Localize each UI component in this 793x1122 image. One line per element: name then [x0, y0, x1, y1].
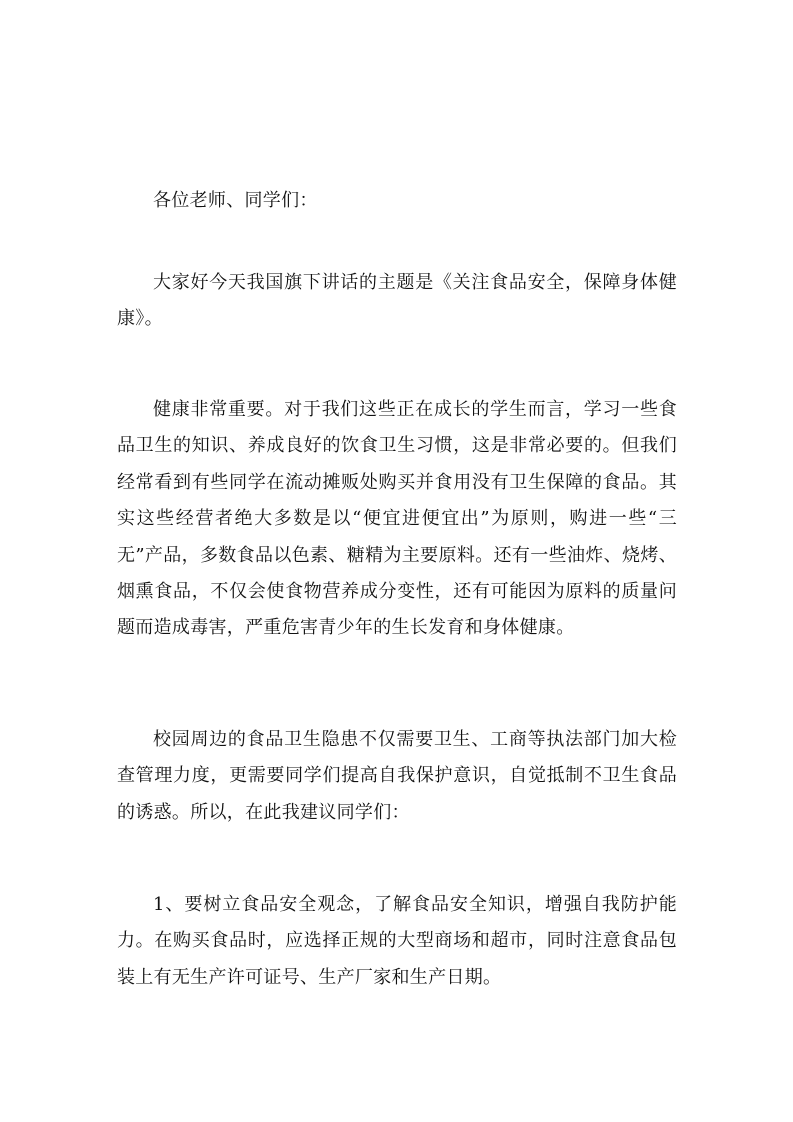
suggestion-1-paragraph: 1、要树立食品安全观念，了解食品安全知识，增强自我防护能力。在购买食品时，应选择正规的大型商场和超市，同时注意食品包装上有无生产许可证号、生产厂家和生产日期。 [117, 894, 677, 988]
health-importance-paragraph: 健康非常重要。对于我们这些正在成长的学生而言，学习一些食品卫生的知识、养成良好的饮食卫生习惯，这是非常必要的。但我们经常看到有些同学在流动摊贩处购买并食用没有卫生保障的食品。其实这些经营者绝大多数是以“便宜进便宜出”为原则，购进一些“三无”产品，多数食品以色素、糖精为主要原料。还有一些油炸、烧烤、烟熏食品，不仅会使食物营养成分变性，还有可能因为原料的质量问题而造成毒害，严重危害青少年的生长发育和身体健康。 [117, 399, 677, 639]
theme-paragraph: 大家好今天我国旗下讲话的主题是《关注食品安全，保障身体健康》。 [117, 272, 677, 330]
greeting-paragraph: 各位老师、同学们： [153, 190, 318, 211]
campus-food-safety-paragraph: 校园周边的食品卫生隐患不仅需要卫生、工商等执法部门加大检查管理力度，更需要同学们提高自我保护意识，自觉抵制不卫生食品的诱惑。所以，在此我建议同学们： [117, 729, 677, 823]
